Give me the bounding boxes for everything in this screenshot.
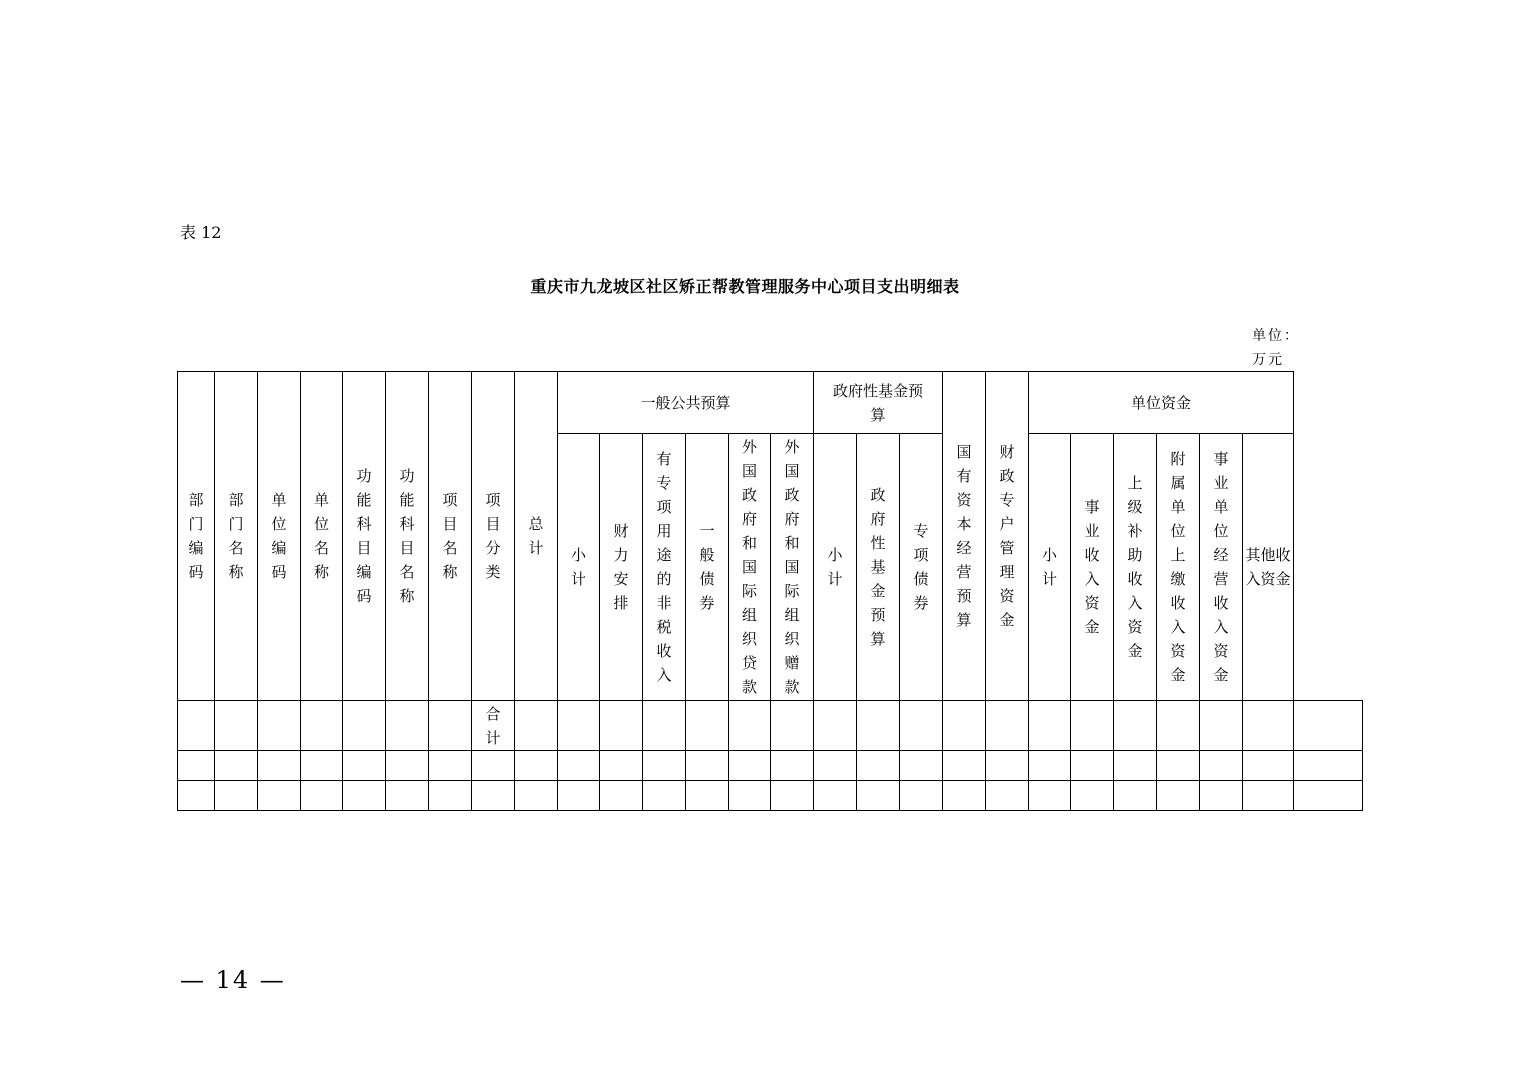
header-func-name: 功能科目名称 [386, 372, 429, 701]
page-number: — 14 — [180, 966, 286, 994]
header-func-code: 功能科目编码 [343, 372, 386, 701]
table-row [178, 781, 1363, 811]
header-uf-business: 事业收入资金 [1071, 434, 1114, 701]
header-state-capital: 国有资本经营预算 [943, 372, 986, 701]
total-row [178, 701, 1363, 751]
header-gf-bond: 专项债券 [900, 434, 943, 701]
header-gov-fund-budget: 政府性基金预算 [814, 372, 943, 434]
header-gb-loan: 外国政府和国际组织贷款 [729, 434, 771, 701]
header-project-name: 项目名称 [429, 372, 472, 701]
header-dept-name: 部门名称 [215, 372, 258, 701]
expenditure-table [177, 371, 1363, 811]
header-project-class: 项目分类 [472, 372, 515, 701]
header-dept-code: 部门编码 [178, 372, 215, 701]
page-title: 重庆市九龙坡区社区矫正帮教管理服务中心项目支出明细表 [530, 277, 960, 296]
header-gb-nontax: 有专项用途的非税收入 [643, 434, 686, 701]
header-gb-bond: 一般债券 [686, 434, 729, 701]
total-row-label: 合计 [472, 701, 515, 751]
header-gb-subtotal: 小计 [558, 434, 600, 701]
unit-label: 单位：万元 [1252, 328, 1300, 368]
header-gf-subtotal: 小计 [814, 434, 857, 701]
header-uf-other: 其他收入资金 [1243, 434, 1294, 701]
table-label: 表 12 [180, 223, 222, 242]
header-uf-operating: 事业单位经营收入资金 [1200, 434, 1243, 701]
header-gb-grant: 外国政府和国际组织赠款 [771, 434, 814, 701]
header-gb-fiscal: 财力安排 [600, 434, 643, 701]
header-unit-name: 单位名称 [301, 372, 343, 701]
header-uf-affiliated: 附属单位上缴收入资金 [1157, 434, 1200, 701]
header-unit-code: 单位编码 [258, 372, 301, 701]
header-total: 总计 [515, 372, 558, 701]
header-gf-budget: 政府性基金预算 [857, 434, 900, 701]
header-fiscal-special: 财政专户管理资金 [986, 372, 1029, 701]
header-general-budget: 一般公共预算 [558, 372, 814, 434]
header-row-1 [178, 372, 1363, 434]
header-uf-subtotal: 小计 [1029, 434, 1071, 701]
header-unit-funds: 单位资金 [1029, 372, 1294, 434]
header-uf-superior: 上级补助收入资金 [1114, 434, 1157, 701]
table-row [178, 751, 1363, 781]
